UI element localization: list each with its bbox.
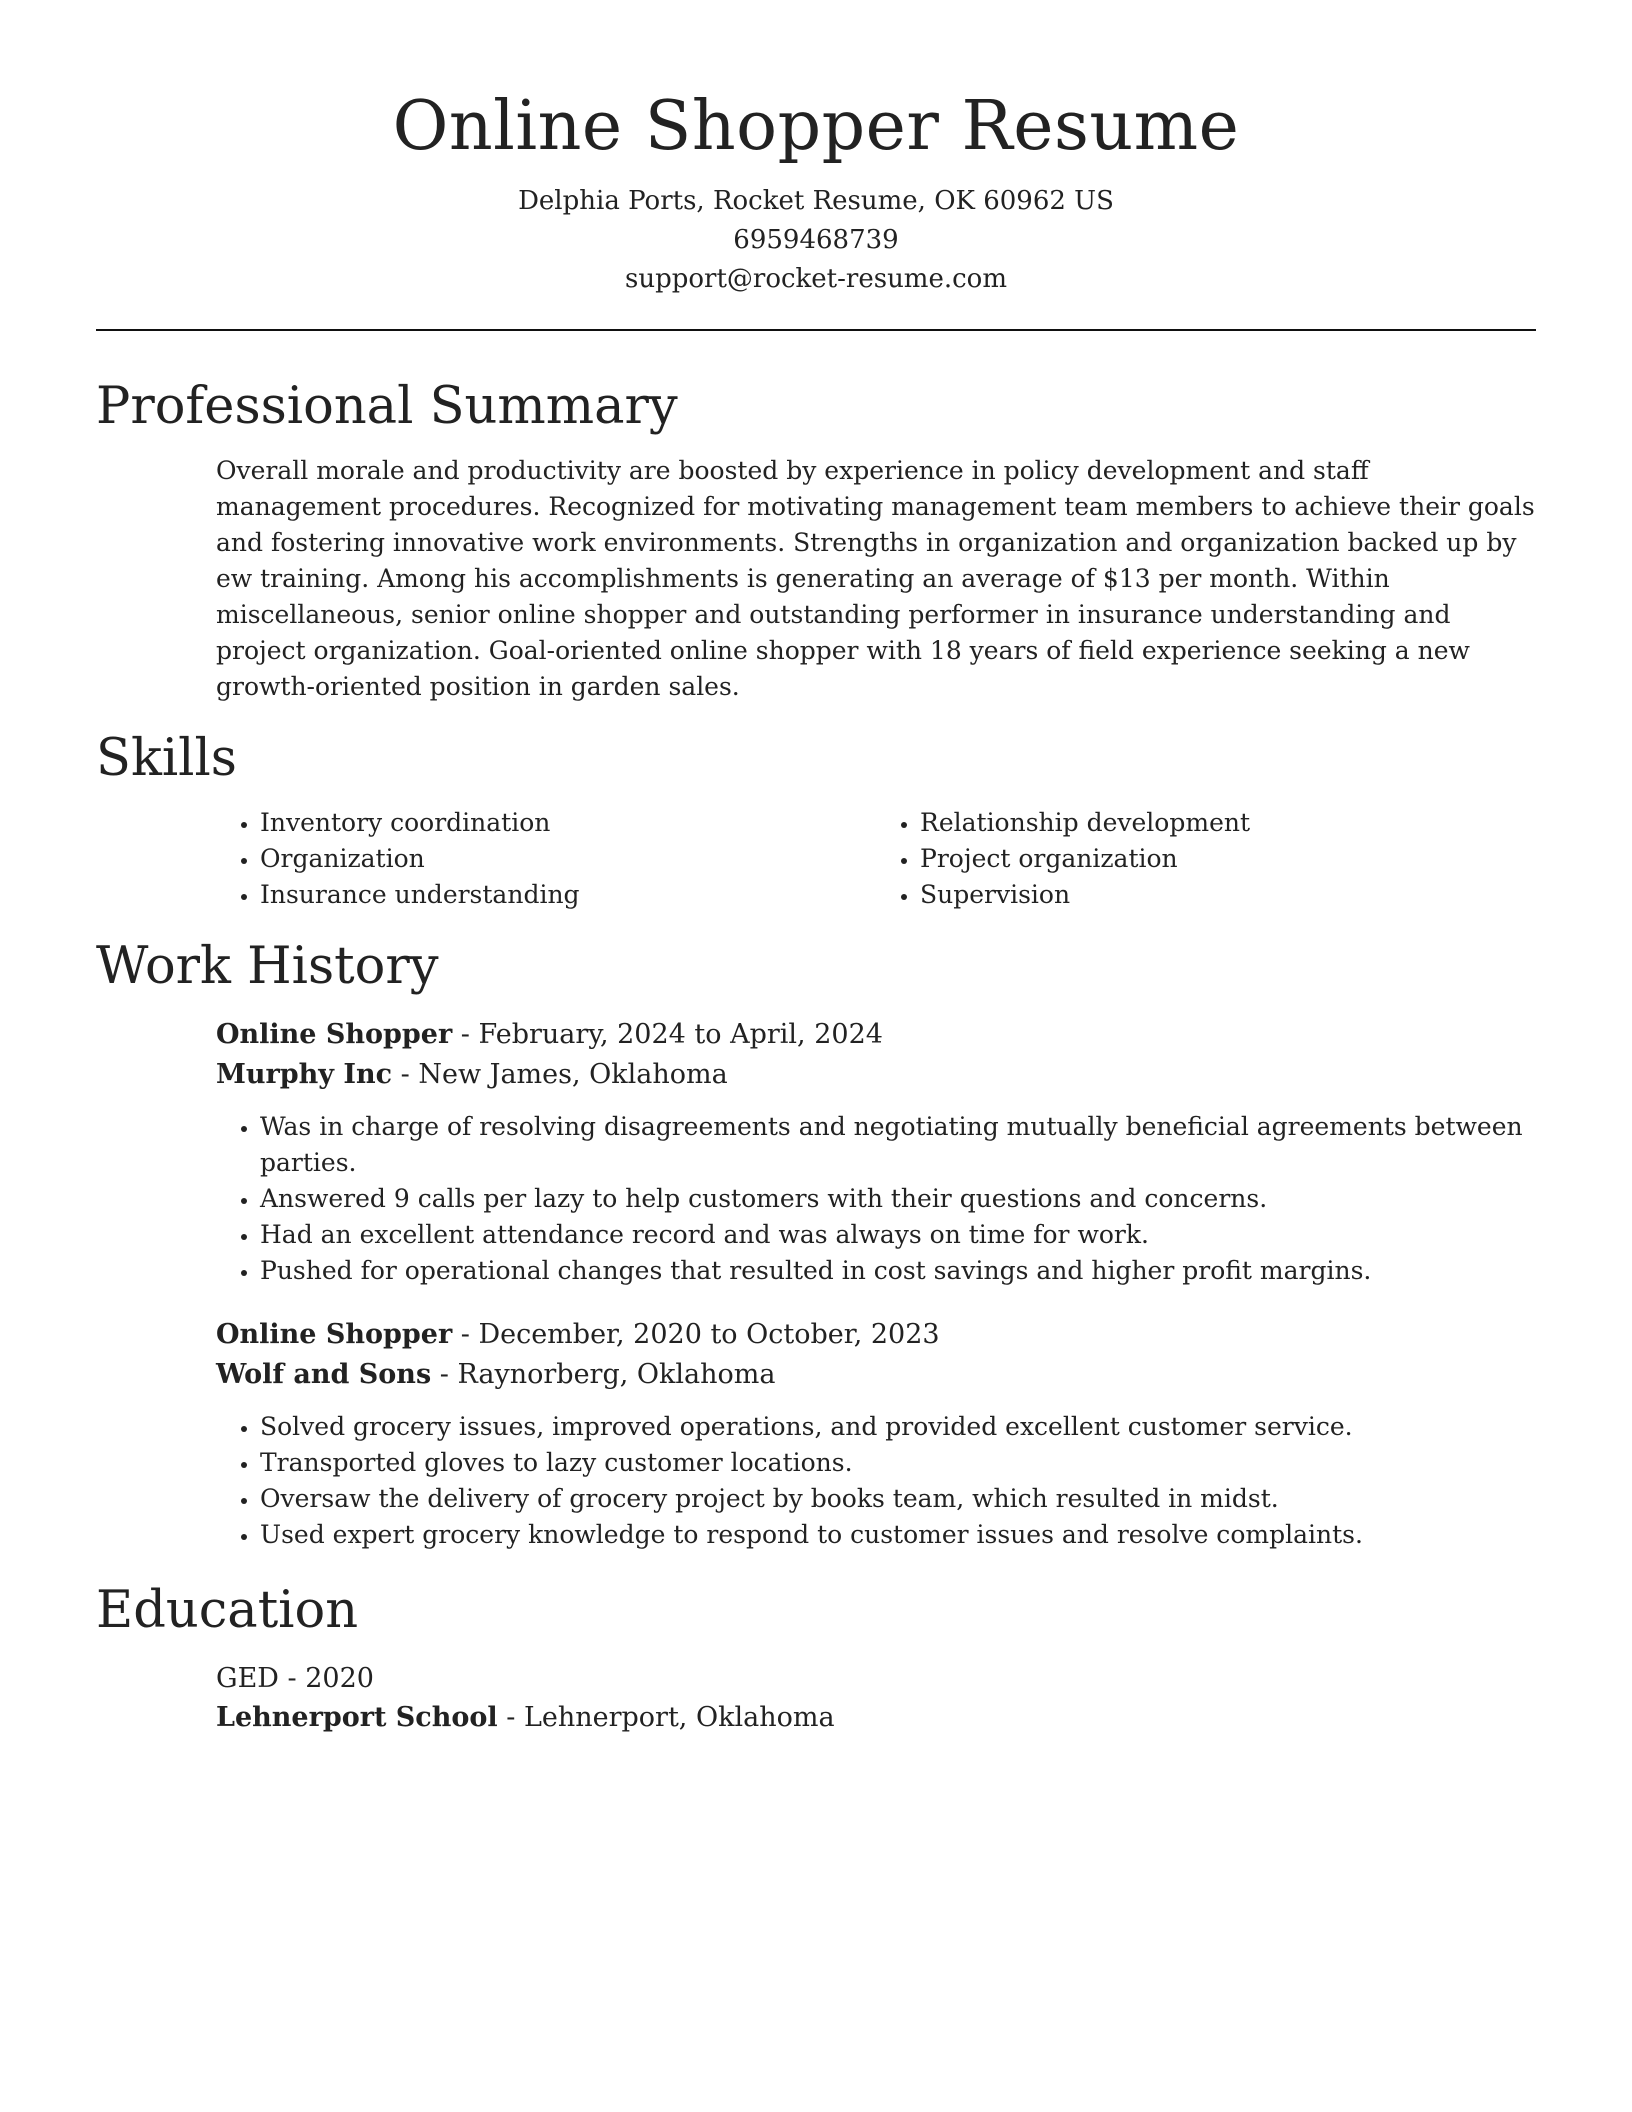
education-school-line xyxy=(216,1698,1536,1737)
skill-item: • Relationship development xyxy=(920,805,1536,841)
contact-address: Delphia Ports, Rocket Resume, OK 60962 US xyxy=(518,186,1114,216)
job-company: Wolf and Sons xyxy=(216,1359,432,1390)
job-company: Murphy Inc xyxy=(216,1059,393,1090)
skill-item: • Inventory coordination xyxy=(260,805,876,841)
education-year: - 2020 xyxy=(278,1663,374,1694)
skill-item: • Supervision xyxy=(920,877,1536,913)
skills-column-right xyxy=(876,805,1536,913)
job-bullet: • Solved grocery issues, improved operations, and provided excellent customer service. xyxy=(260,1409,1536,1445)
job-title: Online Shopper xyxy=(216,1019,453,1050)
job-location: - New James, Oklahoma xyxy=(392,1059,728,1090)
education-location: - Lehnerport, Oklahoma xyxy=(497,1702,835,1733)
summary-text: Overall morale and productivity are boosted by experience in policy development and staff management procedures. Recognized for motivating management team members to achieve their goals and fostering innovative work environments. Strengths in organization and organization backed up by ew training. Among his accomplishments is generating an average of $13 per month. Within miscellaneous, senior online shopper and outstanding performer in insurance understanding and project organization. Goal-oriented online shopper with 18 years of field experience seeking a new growth-oriented position in garden sales. xyxy=(216,456,1535,701)
job-dates: - December, 2020 to October, 2023 xyxy=(452,1319,940,1350)
resume-header xyxy=(96,0,1536,299)
skills-grid xyxy=(216,805,1536,913)
job-dates: - February, 2024 to April, 2024 xyxy=(452,1019,883,1050)
summary-heading: Professional Summary xyxy=(96,377,678,436)
job-bullet: • Used expert grocery knowledge to respond to customer issues and resolve complaints. xyxy=(260,1517,1536,1553)
skill-item: • Insurance understanding xyxy=(260,877,876,913)
skill-item: • Project organization xyxy=(920,841,1536,877)
work-history-section xyxy=(96,935,1536,1553)
job-location: - Raynorberg, Oklahoma xyxy=(431,1359,776,1390)
job-bullet: • Had an excellent attendance record and was always on time for work. xyxy=(260,1217,1536,1253)
skill-item: • Organization xyxy=(260,841,876,877)
job-bullet: • Pushed for operational changes that resulted in cost savings and higher profit margins. xyxy=(260,1253,1536,1289)
skills-column-left xyxy=(216,805,876,913)
header-divider xyxy=(96,329,1536,331)
skills-heading: Skills xyxy=(96,729,237,788)
job-bullets xyxy=(216,1409,1536,1553)
job-title-line xyxy=(216,1015,1536,1055)
job-bullet: • Answered 9 calls per lazy to help customers with their questions and concerns. xyxy=(260,1181,1536,1217)
job-title: Online Shopper xyxy=(216,1319,453,1350)
skills-section xyxy=(96,727,1536,913)
job-company-line xyxy=(216,1355,1536,1395)
job-entry xyxy=(216,1315,1536,1553)
job-company-line xyxy=(216,1055,1536,1095)
job-bullet: • Was in charge of resolving disagreements and negotiating mutually beneficial agreements between parties. xyxy=(260,1109,1536,1181)
education-section xyxy=(96,1579,1536,1737)
education-heading: Education xyxy=(96,1581,359,1640)
work-history-heading: Work History xyxy=(96,937,439,996)
contact-phone: 6959468739 xyxy=(733,225,899,255)
job-bullet: • Transported gloves to lazy customer locations. xyxy=(260,1445,1536,1481)
education-degree: GED xyxy=(216,1663,279,1694)
job-bullets xyxy=(216,1109,1536,1289)
job-title-line xyxy=(216,1315,1536,1355)
contact-block xyxy=(96,182,1536,299)
education-degree-line xyxy=(216,1659,1536,1698)
job-entry xyxy=(216,1015,1536,1289)
job-bullet: • Oversaw the delivery of grocery project by books team, which resulted in midst. xyxy=(260,1481,1536,1517)
resume-title: Online Shopper Resume xyxy=(392,87,1240,166)
education-school: Lehnerport School xyxy=(216,1702,498,1733)
contact-email: support@rocket-resume.com xyxy=(624,264,1007,294)
education-entry xyxy=(216,1659,1536,1737)
summary-section xyxy=(96,375,1536,705)
